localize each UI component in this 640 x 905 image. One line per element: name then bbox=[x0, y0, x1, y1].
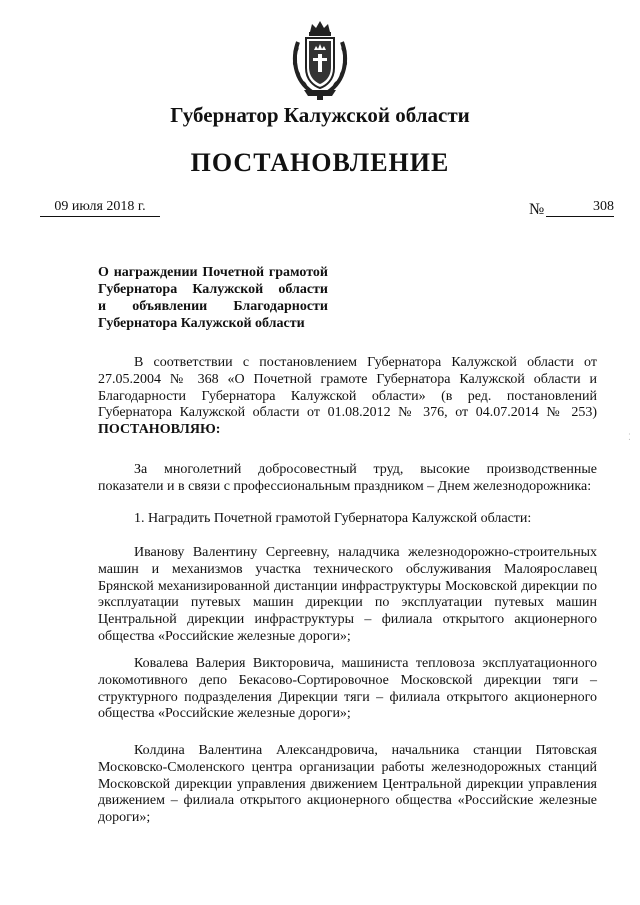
scan-edge-mark: ⁚ bbox=[628, 432, 631, 442]
subject-line: Губернатора Калужской области bbox=[98, 316, 305, 331]
awardee-paragraph: Иванову Валентину Сергеевну, наладчика железнодорожно-строительных машин и механизмов участка технического обслуживания Малоярославец Брянской механизированной дистанции инфраструктуры Московской дирекции по эксплуатации путевых машин дирекции по эксплуатации путевых машин Центральной дирекции инфраструктуры – филиала открытого акционерного общества «Российские железные дороги»; bbox=[98, 545, 597, 644]
subject-line: и объявлении Благодарности bbox=[98, 299, 328, 314]
basis-text: В соответствии с постановлением Губернатора Калужской области от 27.05.2004 № 368 «О Почетной грамоте Губернатора Калужской области и Благодарности Губернатора Калужской области» (в ред. постановлений Губернатора Калужской области от 01.08.2012 № 376, от 04.07.2014 № 253) bbox=[98, 355, 597, 421]
awardee-paragraph: Ковалева Валерия Викторовича, машиниста тепловоза эксплуатационного локомотивного депо Бекасово-Сортировочное Московской дирекции тяги – структурного подразделения Дирекции тяги – филиала открытого акционерного общества «Российские железные дороги»; bbox=[98, 656, 597, 722]
item-1-heading: 1. Наградить Почетной грамотой Губернатора Калужской области: bbox=[134, 511, 532, 526]
subject-line: О награждении Почетной грамотой bbox=[98, 265, 328, 280]
document-subject bbox=[98, 264, 328, 332]
issuer-title: Губернатор Калужской области bbox=[170, 103, 470, 127]
coat-of-arms-icon bbox=[290, 18, 350, 100]
document-date: 09 июля 2018 г. bbox=[40, 199, 160, 217]
document-number: 308 bbox=[546, 199, 614, 217]
document-type: ПОСТАНОВЛЕНИЕ bbox=[190, 148, 450, 177]
basis-paragraph bbox=[98, 355, 597, 439]
subject-line: Губернатора Калужской области bbox=[98, 282, 328, 297]
awardee-paragraph: Колдина Валентина Александровича, начальника станции Пятовская Московско-Смоленского центра организации работы железнодорожных станций Московской дирекции управления движением Центральной дирекции управления движением – филиала открытого акционерного общества «Российские железные дороги»; bbox=[98, 743, 597, 826]
number-label: № bbox=[529, 201, 545, 218]
reason-paragraph: За многолетний добросовестный труд, высокие производственные показатели и в связи с профессиональным праздником – Днем железнодорожника: bbox=[98, 462, 597, 494]
decree-word: ПОСТАНОВЛЯЮ: bbox=[98, 422, 221, 438]
